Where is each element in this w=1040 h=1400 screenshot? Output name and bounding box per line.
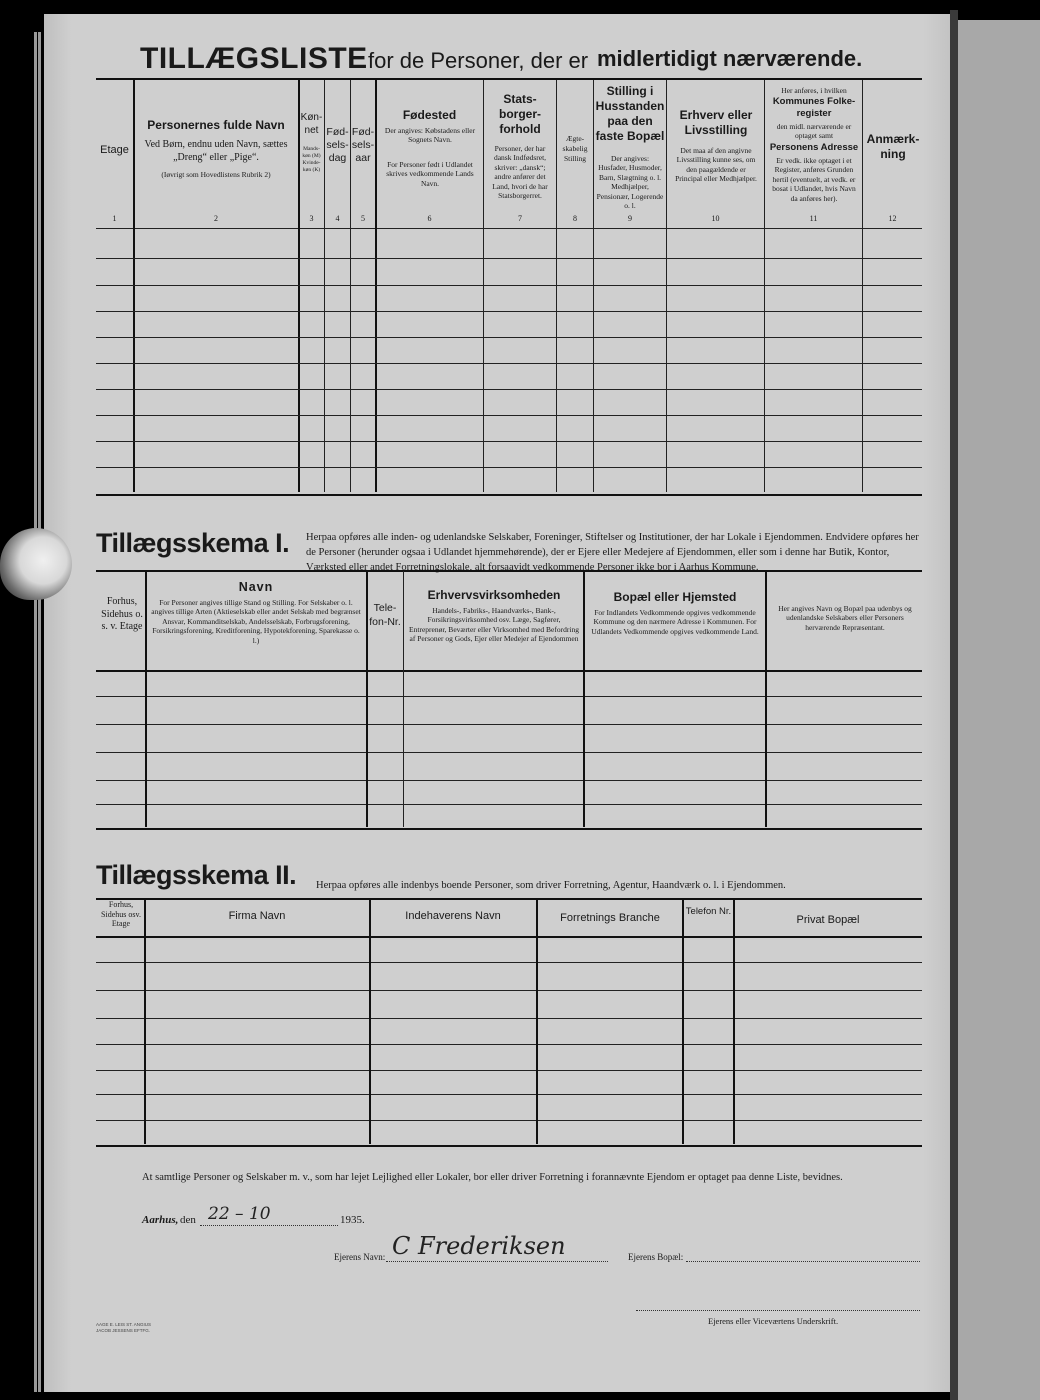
- owner-address-line: [686, 1261, 920, 1262]
- table1-col-divider: [483, 80, 484, 492]
- table1-col-divider: [862, 80, 863, 492]
- signature-label: Ejerens eller Viceværtens Underskrift.: [708, 1316, 839, 1326]
- page-edge: [38, 32, 41, 1392]
- col-header-marital: Ægte-skabelig Stilling: [562, 134, 588, 163]
- col-number: 9: [628, 214, 632, 223]
- col-number: 4: [335, 214, 340, 223]
- table1-col-divider: [133, 80, 135, 492]
- page-edge: [34, 32, 37, 1392]
- table1-row-line: [96, 337, 922, 338]
- year-label: 1935.: [340, 1214, 365, 1226]
- col-number: 3: [309, 214, 314, 223]
- col-header-occupation: Erhverv eller Livsstilling: [679, 108, 753, 137]
- schedule-2-col-divider: [369, 899, 371, 1144]
- date-handwritten: 22 – 10: [208, 1204, 271, 1224]
- schedule-2-row-line: [96, 1018, 922, 1019]
- owner-address-label: Ejerens Bopæl:: [628, 1252, 684, 1262]
- adjacent-page: [958, 20, 1040, 1400]
- schedule-2-col-divider: [682, 899, 684, 1144]
- table1-col-divider: [375, 80, 377, 492]
- owner-name-label: Ejerens Navn:: [334, 1252, 386, 1262]
- table1-row-line: [96, 258, 922, 259]
- schedule-1-row-line: [96, 752, 922, 753]
- schedule-2-header-bottom: [96, 936, 922, 938]
- schedule-1-col-divider: [403, 571, 404, 827]
- owner-signature: C Frederiksen: [392, 1232, 566, 1260]
- printer-imprint: AAGE E. LEIS ST. ANGIUS JACOB JESSENS EFTFG.: [96, 1322, 152, 1333]
- schedule-2-col-owner: Indehaverens Navn: [405, 910, 501, 922]
- schedule-2-col-floor: Forhus, Sidehus osv. Etage: [101, 900, 141, 929]
- schedule-1-col-representative: Her angives Navn og Bopæl paa udenbys og udenlandske Selskabers eller Personers herværende Repræsentant.: [778, 604, 912, 632]
- schedule-1-row-line: [96, 780, 922, 781]
- schedule-1-col-divider: [765, 571, 767, 827]
- date-line: [200, 1225, 338, 1226]
- col-header-name: Personernes fulde Navn: [147, 118, 285, 132]
- col-header-citizenship: Stats-borger-forhold: [499, 92, 541, 136]
- schedule-1-col-divider: [583, 571, 585, 827]
- schedule-2-description: Herpaa opføres alle indenbys boende Personer, som driver Forretning, Agentur, Haandværk o. l. i Ejendommen.: [316, 880, 786, 891]
- col-header-register: Kommunes Folke-register: [772, 96, 856, 119]
- schedule-1-row-line: [96, 696, 922, 697]
- schedule-1-bottom-border: [96, 828, 922, 830]
- col-header-birthyear: Fød-sels-aar: [351, 126, 375, 165]
- col-header-etage: Etage: [100, 144, 129, 156]
- col-header-register-pre: Her anføres, i hvilken: [781, 86, 847, 95]
- schedule-2-col-phone: Telefon Nr.: [685, 906, 732, 917]
- schedule-2-row-line: [96, 990, 922, 991]
- col-header-name-note: Ved Børn, endnu uden Navn, sættes „Dreng“ eller „Pige“.: [144, 139, 288, 163]
- schedule-1-title: Tillægsskema I.: [96, 528, 290, 558]
- date-prefix-label: den: [180, 1214, 196, 1226]
- schedule-1-col-business: Erhvervsvirksomheden: [427, 588, 561, 602]
- col-header-household-position: Stilling i Husstanden paa den faste Bopæl: [595, 84, 665, 143]
- schedule-1-col-residence-note: For Indlandets Vedkommende opgives vedkommende Kommune og den nærmere Adresse i Kommunen. For Udlandets Vedkommende opgives vedkommende Land.: [591, 608, 759, 636]
- schedule-1-col-floor: Forhus, Sidehus o. s. v. Etage: [101, 596, 143, 632]
- schedule-2-row-line: [96, 1094, 922, 1095]
- place-label: Aarhus,: [142, 1214, 179, 1226]
- book-spine: [950, 10, 958, 1400]
- col-header-citizenship-note: Personer, der har dansk Indfødsret, skriver: „dansk“; andre anfører det Land, hvori de har Statsborgerret.: [492, 144, 548, 200]
- table1-header-bottom: [96, 228, 922, 229]
- owner-name-line: [386, 1261, 608, 1262]
- schedule-1-col-name: Navn: [238, 580, 274, 594]
- attestation-statement: At samtlige Personer og Selskaber m. v., som har lejet Lejlighed eller Lokaler, bor eller driver Forretning i forannævnte Ejendom er optaget paa denne Liste, bevidnes.: [142, 1172, 843, 1183]
- form-title-rest: for de Personer, der er: [368, 48, 589, 73]
- schedule-2-col-divider: [536, 899, 538, 1144]
- col-number: 12: [888, 214, 897, 223]
- col-number: 11: [809, 214, 818, 223]
- schedule-2-row-line: [96, 1070, 922, 1071]
- col-header-address-note: Er vedk. ikke optaget i et Register, anføres Grunden hertil (eventuelt, at vedk. er bosat i Udlandet, hvis Navn da anføres her).: [772, 156, 856, 203]
- schedule-2-col-branch: Forretnings Branche: [560, 912, 660, 924]
- schedule-1-description: Herpaa opføres alle inden- og udenlandske Selskaber, Foreninger, Stiftelser og Institutioner, der har Lokale i Ejendommen. Endvidere opføres her de Personer (herunder ogsaa i Udlandet hjemmehørende), der er Ejere eller Medejere af Ejendommen, eller som i denne har Butik, Kontor, Værksted eller andet Forretningslokale, alt forsaavidt vedkommende Personer ikke bor i Aarhus Kommune.: [306, 532, 919, 574]
- table1-top-border: [96, 78, 922, 80]
- col-header-birthday: Fød-sels-dag: [326, 126, 349, 165]
- schedule-1-col-residence: Bopæl eller Hjemsted: [613, 590, 737, 604]
- table1-row-line: [96, 467, 922, 468]
- col-header-sex-note: Mands-køn (M) Kvinde-køn (K): [302, 146, 321, 174]
- schedule-1-col-divider: [145, 571, 147, 827]
- schedule-2-row-line: [96, 1044, 922, 1045]
- schedule-2-col-firm: Firma Navn: [228, 910, 286, 922]
- schedule-1-header-bottom: [96, 670, 922, 672]
- schedule-2-bottom-border: [96, 1145, 922, 1147]
- schedule-1-col-name-note: For Personer angives tillige Stand og Stilling. For Selskaber o. l. angives tillige Arten (Aktieselskab eller andet Selskab med begrænset Ansvar, Kommanditselskab, Andelsselskab, Forbrugsforening, Forsikringsforening, Kreditforening, Hypotekforening, Sparekasse o. l.): [151, 598, 361, 645]
- col-header-name-note2: (Iøvrigt som Hovedlistens Rubrik 2): [161, 170, 271, 179]
- col-header-address: Personens Adresse: [769, 142, 859, 153]
- table1-row-line: [96, 389, 922, 390]
- col-number: 6: [427, 214, 432, 223]
- schedule-2-row-line: [96, 962, 922, 963]
- schedule-1-row-line: [96, 804, 922, 805]
- form-title: TILLÆGSLISTE: [140, 42, 368, 75]
- form-title-emphasis: midlertidigt nærværende.: [597, 46, 863, 71]
- schedule-2-top-border: [96, 898, 922, 900]
- signature-line: [636, 1310, 920, 1311]
- col-header-household-note: Der angives: Husfader, Husmoder, Barn, Slægtning o. l. Medhjælper, Pensionær, Logerende o. l.: [596, 154, 664, 210]
- col-header-birthplace-note2: For Personer født i Udlandet skrives vedkommende Lands Navn.: [386, 160, 474, 188]
- col-header-sex: Køn-net: [300, 112, 323, 136]
- table1-bottom-border: [96, 494, 922, 496]
- schedule-1-col-business-note: Handels-, Fabriks-, Haandværks-, Bank-, Forsikringsvirksomhed osv. Læge, Sagfører, Entreprenør, Beværter eller Virksomhed med Befordring af Personer og Gods, Ejer eller Medejer af Ejendommen: [409, 606, 579, 644]
- schedule-2-col-divider: [733, 899, 735, 1144]
- table1-row-line: [96, 441, 922, 442]
- table1-row-line: [96, 311, 922, 312]
- table1-row-line: [96, 363, 922, 364]
- schedule-1-col-phone: Tele-fon-Nr.: [369, 602, 401, 628]
- schedule-2-row-line: [96, 1120, 922, 1121]
- schedule-2-col-private-address: Privat Bopæl: [796, 914, 860, 926]
- col-header-birthplace-note: Der angives: Købstadens eller Sognets Navn.: [384, 126, 476, 145]
- schedule-1-row-line: [96, 724, 922, 725]
- col-number: 5: [361, 214, 365, 223]
- col-number: 1: [112, 214, 117, 223]
- table1-col-divider: [764, 80, 765, 492]
- col-header-register-mid: den midl. nærværende er optaget samt: [776, 122, 852, 141]
- col-number: 7: [518, 214, 522, 223]
- col-header-occupation-note: Det maa af den angivne Livsstilling kunne ses, om den paagældende er Principal eller Medhjælper.: [675, 146, 757, 184]
- thumb-holding-page: [0, 528, 72, 600]
- schedule-2-title: Tillægsskema II.: [96, 860, 297, 890]
- table1-col-divider: [298, 80, 300, 492]
- table1-col-divider: [666, 80, 667, 492]
- col-number: 10: [711, 214, 720, 223]
- schedule-1-top-border: [96, 570, 922, 572]
- col-header-birthplace: Fødested: [402, 108, 457, 122]
- col-header-remarks: Anmærk-ning: [866, 132, 920, 161]
- schedule-2-col-divider: [144, 899, 146, 1144]
- col-number: 2: [214, 214, 218, 223]
- table1-row-line: [96, 285, 922, 286]
- col-number: 8: [573, 214, 577, 223]
- table1-row-line: [96, 415, 922, 416]
